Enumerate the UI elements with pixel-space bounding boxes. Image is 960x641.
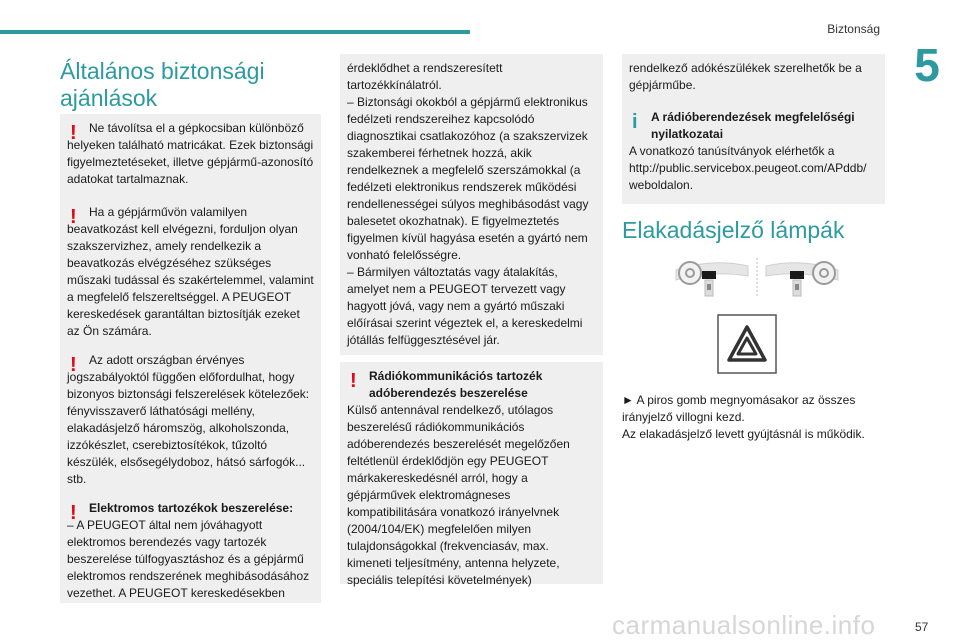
text-paragraph: – Biztonsági okokból a gépjármű elektronikus fedélzeti rendszereihez kapcsolódó diagnosztikai csatlakozóhoz (a szakszervizek szakemberei férhetnek hozzá, akik rendelkeznek a megfelelő szerszámokkal (a fedélzeti elektronikus rendszerek működési rendellenességei súlyos meghibásodást vagy balesetet okozhatnak). E figyelmeztetés figyelmen kívül hagyása esetén a gyártó nem vonható felelősségre.: [347, 95, 589, 262]
warning-text: Az adott országban érvényes jogszabályoktól függően előfordulhat, hogy bizonyos biztonsági felszerelések kötelezőek: fényvisszaverő láthatósági mellény, elakadásjelző háromszög, alkoholszonda, izzókészlet, cserebiztosítékok, tűzoltó készülék, elsősegélydoboz, hátsó sárfogók... stb.: [67, 353, 310, 486]
continued-box-radio: [622, 54, 885, 104]
warning-exclamation-icon: !: [70, 502, 77, 524]
watermark: carmanualsonline.info: [612, 610, 876, 640]
warning-box-stickers: [60, 114, 321, 198]
chapter-number: 5: [914, 39, 940, 91]
instruction-note: Az elakadásjelző levett gyújtásnál is működik.: [622, 427, 865, 441]
warning-box-equipment: [60, 346, 321, 495]
warning-box-electrical-accessories: [60, 494, 321, 603]
warning-text: Külső antennával rendelkező, utólagos beszerelésű rádiókommunikációs adóberendezés beszerelését megelőzően feltétlenül érdeklődjön egy PEUGEOT márkakereskedésnél arról, hogy a gépjárművek elektromágneses kompatibilitására vonatkozó irányelvnek (2004/104/EK) megfelelően milyen tulajdonságokkal (frekvenciasáv, max. kimeneti teljesítmény, antenna helyzete, speciális telepítési követelmények): [347, 403, 570, 587]
dashboard-right-hand-drive: [766, 262, 838, 296]
section-title: Biztonság: [827, 22, 880, 36]
text-paragraph: rendelkező adókészülékek szerelhetők be a gépjárműbe.: [629, 61, 862, 92]
info-title: A rádióberendezések megfelelőségi nyilatkozatai: [651, 110, 855, 141]
warning-box-service: [60, 198, 321, 347]
info-icon: i: [632, 111, 638, 133]
dashboard-left-hand-drive: [676, 262, 748, 296]
warning-exclamation-icon: !: [70, 354, 77, 376]
section-heading-general-safety: Általános biztonsági ajánlások: [60, 58, 265, 111]
hazard-warning-icon: [717, 314, 777, 374]
warning-text: Ne távolítsa el a gépkocsiban különböző helyeken található matricákat. Ezek biztonsági figyelmeztetéseket, illetve gépjármű-azonosító adatokat tartalmaznak.: [67, 121, 314, 186]
info-box-declarations: [622, 103, 885, 204]
warning-text: – A PEUGEOT által nem jóváhagyott elektromos berendezés vagy tartozék beszerelése túlfogyasztáshoz és a gépjármű elektromos rendszerének meghibásodásához vezethet. A PEUGEOT kereskedésekben: [67, 518, 310, 600]
continued-box-electrical: [340, 54, 603, 355]
warning-exclamation-icon: !: [350, 370, 357, 392]
warning-exclamation-icon: !: [70, 206, 77, 228]
page-number: 57: [915, 620, 929, 634]
section-heading-hazard-lamps: Elakadásjelző lámpák: [622, 217, 845, 243]
hazard-instruction: [622, 392, 877, 443]
dashboard-illustration: [672, 254, 842, 298]
warning-title: Rádiókommunikációs tartozék adóberendezés beszerelése: [369, 369, 543, 400]
warning-exclamation-icon: !: [70, 122, 77, 144]
instruction-step: ► A piros gomb megnyomásakor az összes irányjelző villogni kezd.: [622, 393, 856, 424]
warning-title: Elektromos tartozékok beszerelése:: [89, 501, 294, 515]
info-text: A vonatkozó tanúsítványok elérhetők a http://public.servicebox.peugeot.com/APddb/ weboldalon.: [629, 144, 867, 192]
warning-box-radio-transmitter: [340, 362, 603, 587]
header-accent-bar: [0, 30, 470, 34]
text-paragraph: – Bármilyen változtatás vagy átalakítás, amelyet nem a PEUGEOT tervezett vagy hagyott jóvá, vagy nem a gyártó műszaki előírásai szerint végeztek el, a kereskedelmi jótállás felfüggesztésével jár.: [347, 265, 583, 347]
column-1: [60, 58, 322, 112]
warning-text: Ha a gépjárművön valamilyen beavatkozást kell elvégezni, forduljon olyan szakszervizhez, amely rendelkezik a beavatkozás elvégzéséhez szükséges műszaki tudással és szakértelemmel, valamint a megfelelő felszereltséggel. A PEUGEOT kereskedések garantáltan biztosítják ezeket az Ön számára.: [67, 205, 314, 338]
text-paragraph: érdeklődhet a rendszeresített tartozékkínálatról.: [347, 61, 503, 92]
column-3-heading: [622, 217, 882, 244]
